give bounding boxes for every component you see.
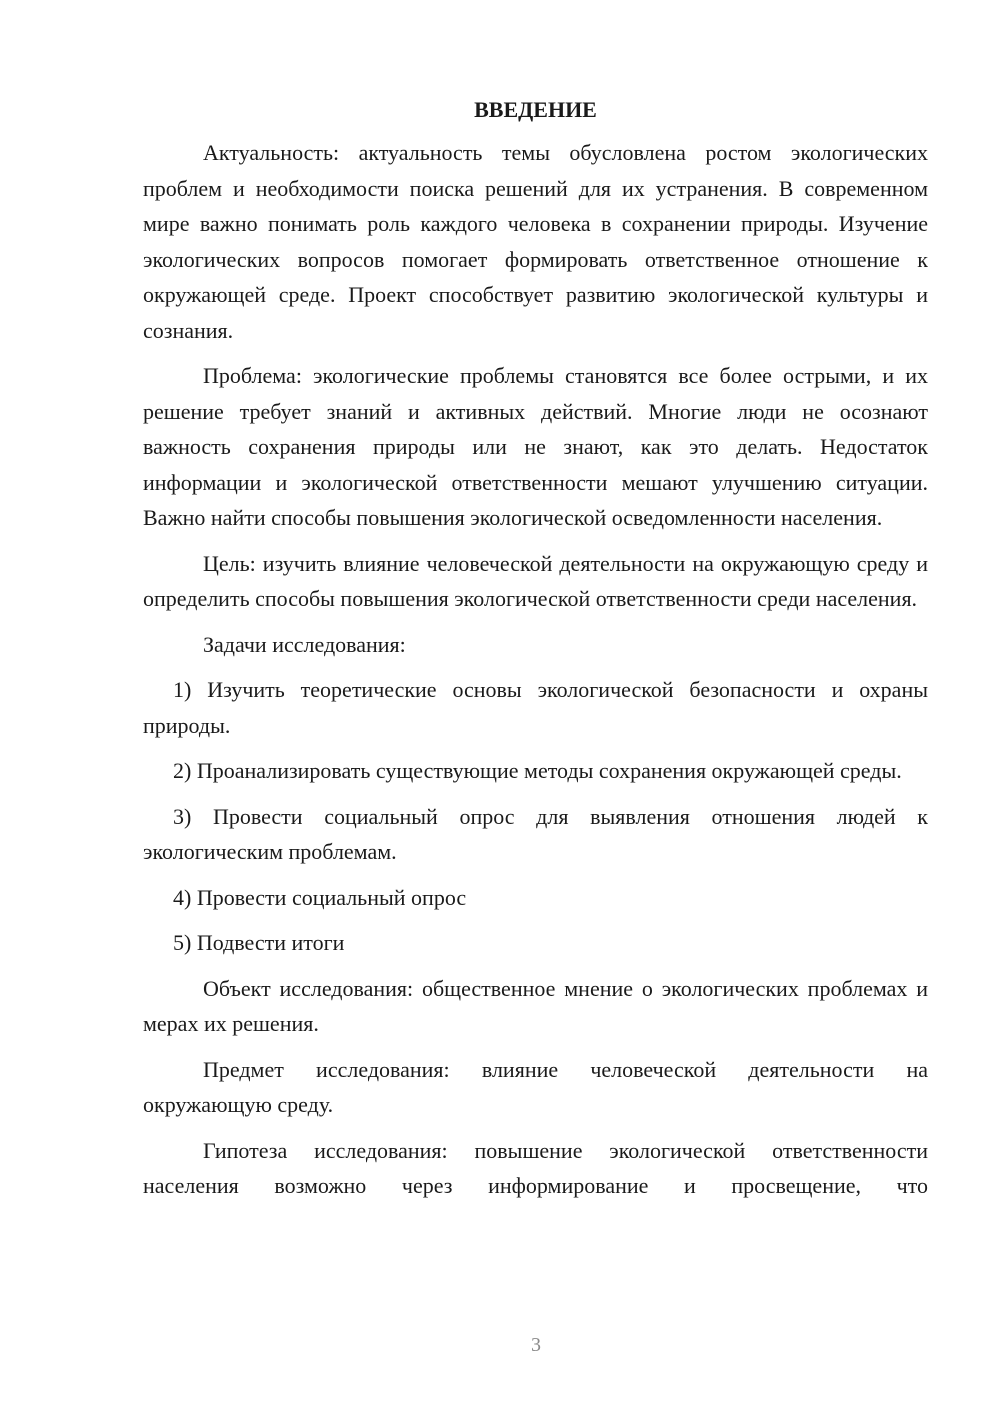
task-item: 2) Проанализировать существующие методы сохранения окружающей среды. — [173, 758, 902, 783]
document-body — [143, 95, 928, 1204]
tasks-heading: Задачи исследования: — [203, 631, 406, 657]
page-number: 3 — [531, 1334, 541, 1356]
subject-paragraph: Предмет исследования: влияние человеческой деятельности на окружающую среду. — [143, 1056, 928, 1117]
task-item: 3) Провести социальный опрос для выявления отношения людей к экологическим проблемам. — [143, 803, 928, 864]
hypothesis-paragraph: Гипотеза исследования: повышение экологической ответственности населения возможно через информирование и просвещение, что — [143, 1137, 928, 1198]
task-item: 1) Изучить теоретические основы экологической безопасности и охраны природы. — [143, 677, 928, 738]
section-heading: ВВЕДЕНИЕ — [474, 97, 597, 122]
task-item: 5) Подвести итоги — [173, 930, 345, 955]
object-paragraph: Объект исследования: общественное мнение о экологических проблемах и мерах их решения. — [143, 975, 928, 1036]
task-item: 4) Провести социальный опрос — [173, 884, 467, 910]
goal-paragraph: Цель: изучить влияние человеческой деятельности на окружающую среду и определить способы повышения экологической ответственности среди населения. — [143, 550, 928, 611]
relevance-paragraph: Актуальность: актуальность темы обусловлена ростом экологических проблем и необходимости поиска решений для их устранения. В современном мире важно понимать роль каждого человека в сохранении природы. Изучение экологических вопросов помогает формировать ответственное отношение к окружающей среде. Проект способствует развитию экологической культуры и сознания. — [143, 140, 928, 343]
problem-paragraph: Проблема: экологические проблемы становятся все более острыми, и их решение требует знаний и активных действий. Многие люди не осознают важность сохранения природы или не знают, как это делать. Недостаток информации и экологической ответственности мешают улучшению ситуации. Важно найти способы повышения экологической осведомленности населения. — [143, 363, 928, 530]
